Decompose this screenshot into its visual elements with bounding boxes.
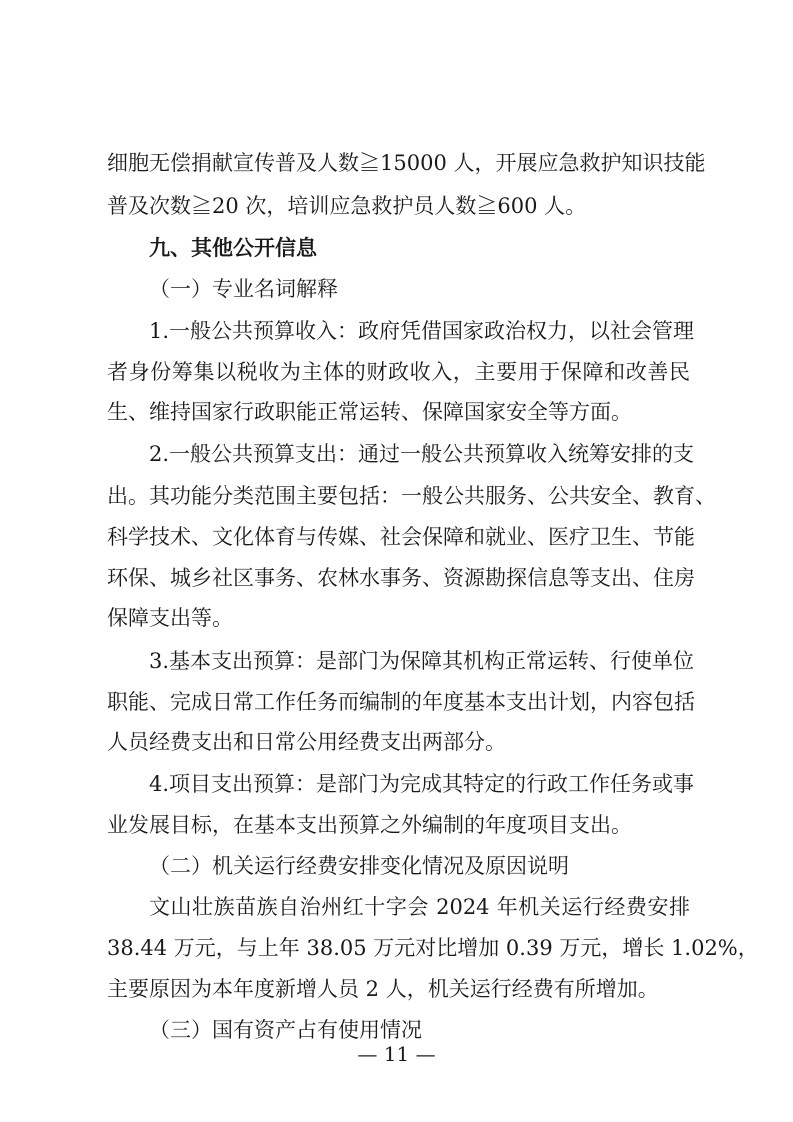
body-text-line: 保障支出等。 bbox=[107, 606, 233, 630]
body-text-line: 出。其功能分类范围主要包括：一般公共服务、公共安全、教育、 bbox=[107, 484, 716, 508]
body-text-line: 主要原因为本年度新增人员 2 人，机关运行经费有所增加。 bbox=[107, 977, 659, 1001]
body-text-line: 职能、完成日常工作任务而编制的年度基本支出计划，内容包括 bbox=[107, 690, 695, 714]
body-text-line: 文山壮族苗族自治州红十字会 2024 年机关运行经费安排 bbox=[149, 895, 690, 919]
subsection-heading: （一）专业名词解释 bbox=[149, 277, 338, 301]
body-text-line: 人员经费支出和日常公用经费支出两部分。 bbox=[107, 730, 506, 754]
body-text-line: 1.一般公共预算收入：政府凭借国家政治权力，以社会管理 bbox=[149, 319, 695, 343]
body-text-line: 业发展目标，在基本支出预算之外编制的年度项目支出。 bbox=[107, 813, 632, 837]
body-text-line: 2.一般公共预算支出：通过一般公共预算收入统筹安排的支 bbox=[149, 442, 695, 466]
body-text-line: 4.项目支出预算：是部门为完成其特定的行政工作任务或事 bbox=[149, 772, 695, 796]
body-text-line: 者身份筹集以税收为主体的财政收入，主要用于保障和改善民 bbox=[107, 360, 690, 384]
body-text-line: 生、维持国家行政职能正常运转、保障国家安全等方面。 bbox=[107, 400, 632, 424]
subsection-heading: （三）国有资产占有使用情况 bbox=[149, 1018, 422, 1042]
body-text-line: 科学技术、文化体育与传媒、社会保障和就业、医疗卫生、节能 bbox=[107, 525, 695, 549]
subsection-heading: （二）机关运行经费安排变化情况及原因说明 bbox=[149, 854, 569, 878]
body-text-line: 普及次数≧20 次，培训应急救护员人数≧600 人。 bbox=[107, 194, 587, 218]
body-text-line: 38.44 万元，与上年 38.05 万元对比增加 0.39 万元，增长 1.02%， bbox=[107, 936, 759, 960]
body-text-line: 3.基本支出预算：是部门为保障其机构正常运转、行使单位 bbox=[149, 649, 695, 673]
page-number: — 11 — bbox=[357, 1042, 436, 1066]
body-text-line: 环保、城乡社区事务、农林水事务、资源勘探信息等支出、住房 bbox=[107, 566, 695, 590]
section-heading: 九、其他公开信息 bbox=[149, 236, 317, 260]
body-text-line: 细胞无偿捐献宣传普及人数≧15000 人，开展应急救护知识技能 bbox=[107, 151, 706, 175]
